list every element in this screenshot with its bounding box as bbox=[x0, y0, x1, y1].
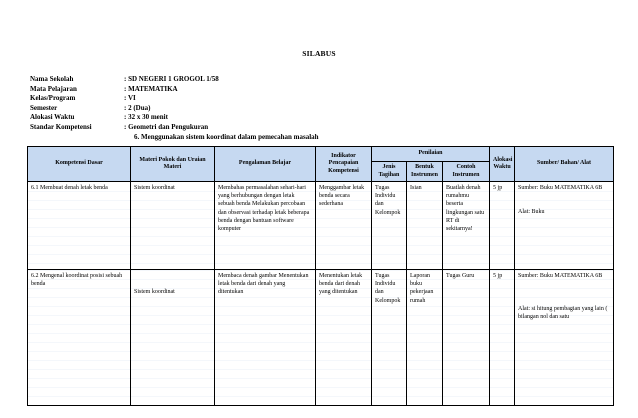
cell-indikator: Menggambar letak benda secara sederhana bbox=[316, 182, 372, 270]
header-pengalaman: Pengalaman Belajar bbox=[215, 147, 316, 182]
header-alokasi: Alokasi Waktu bbox=[490, 147, 515, 182]
info-label: Semester bbox=[30, 103, 58, 112]
header-contoh: Contoh Instrumen bbox=[443, 162, 490, 182]
info-label: Nama Sekolah bbox=[30, 75, 74, 83]
cell-contoh: Tugas Guru bbox=[443, 270, 490, 406]
header-materi: Materi Pokok dan Uraian Materi bbox=[131, 147, 215, 182]
cell-pengalaman: Membahas permasalahan sehari-hari yang berhubungan dengan letak sebuah benda Melakukan percobaan dan observasi terhadap letak beberapa benda dengan bantuan software komputer bbox=[215, 182, 316, 270]
cell-bentuk: Isian bbox=[407, 182, 443, 270]
cell-alokasi: 5 jp bbox=[490, 270, 515, 406]
header-sumber: Sumber/ Bahan/ Alat bbox=[515, 147, 614, 182]
school-info bbox=[30, 75, 319, 142]
info-value: : SD NEGERI 1 GROGOL 1/58 bbox=[124, 75, 219, 83]
alat-text: Alat: si hitung pembagian yang lain ( bilangan nol dan satu bbox=[518, 306, 608, 321]
cell-pengalaman: Membaca denah gambar Menentukan letak benda dari denah yang ditentukan bbox=[215, 270, 316, 406]
info-row-class bbox=[30, 94, 319, 104]
header-kompetensi: Kompetensi Dasar bbox=[28, 147, 131, 182]
header-indikator: Indikator Pencapaian Kompetensi bbox=[316, 147, 372, 182]
cell-sumber bbox=[515, 182, 614, 270]
info-label: Alokasi Waktu bbox=[30, 113, 75, 122]
alat-text: Alat: Buku bbox=[518, 209, 545, 216]
info-row-school bbox=[30, 75, 319, 85]
cell-contoh: Buatlah denah rumahmu beserta lingkungan satu RT di sekitarnya! bbox=[443, 182, 490, 270]
cell-materi bbox=[131, 270, 215, 406]
info-value: : 32 x 30 menit bbox=[124, 113, 168, 122]
cell-jenis: Tugas Individu dan Kelompok bbox=[372, 270, 407, 406]
header-jenis: Jenis Tagihan bbox=[372, 162, 407, 182]
sumber-text: Sumber: Buku MATEMATIKA 6B bbox=[518, 185, 603, 191]
info-row-time bbox=[30, 113, 319, 123]
cell-indikator: Menentukan letak benda dari denah yang ditentukan bbox=[316, 270, 372, 406]
standard-detail: 6. Menggunakan sistem koordinat dalam pemecahan masalah bbox=[134, 132, 319, 141]
materi-text: Sistem koordinat bbox=[134, 289, 175, 295]
info-label: Standar Kompetensi bbox=[30, 122, 92, 131]
cell-bentuk: Laporan buku pekerjaan rumah bbox=[407, 270, 443, 406]
cell-kompetensi: 6.2 Mengenal koordinat posisi sebuah benda bbox=[28, 270, 131, 406]
info-value: : 2 (Dua) bbox=[124, 103, 151, 112]
cell-materi: Sistem koordinat bbox=[131, 182, 215, 270]
info-row-subject bbox=[30, 85, 319, 95]
table-row bbox=[28, 270, 614, 406]
syllabus-table bbox=[27, 146, 614, 406]
sumber-text: Sumber: Buku MATEMATIKA 6B bbox=[518, 273, 603, 279]
info-value: : MATEMATIKA bbox=[124, 84, 178, 93]
document-title: SILABUS bbox=[302, 49, 336, 58]
cell-jenis: Tugas Individu dan Kelompok bbox=[372, 182, 407, 270]
info-value: : VI bbox=[124, 94, 136, 103]
cell-kompetensi: 6.1 Membuat denah letak benda bbox=[28, 182, 131, 270]
cell-alokasi: 5 jp bbox=[490, 182, 515, 270]
header-bentuk: Bentuk Instrumen bbox=[407, 162, 443, 182]
info-row-standard bbox=[30, 123, 319, 133]
info-row-semester bbox=[30, 104, 319, 114]
info-value: : Geometri dan Pengukuran bbox=[124, 122, 209, 131]
info-label: Kelas/Program bbox=[30, 94, 76, 103]
table-row bbox=[28, 182, 614, 270]
header-penilaian: Penilaian bbox=[372, 147, 490, 162]
info-label: Mata Pelajaran bbox=[30, 84, 77, 93]
cell-sumber bbox=[515, 270, 614, 406]
